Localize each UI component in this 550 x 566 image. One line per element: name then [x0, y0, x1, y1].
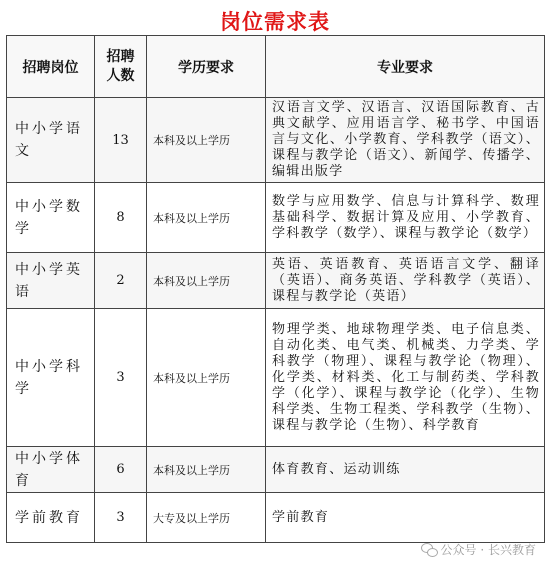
cell-education: 本科及以上学历: [147, 183, 266, 253]
cell-education: 本科及以上学历: [147, 309, 266, 447]
cell-count: 3: [95, 493, 147, 543]
cell-major: 体育教育、运动训练: [266, 447, 545, 493]
header-count-label: 招聘人数: [106, 48, 135, 84]
cell-position: 中小学语文: [7, 98, 95, 183]
cell-education: 本科及以上学历: [147, 447, 266, 493]
cell-count: 13: [95, 98, 147, 183]
cell-major: 学前教育: [266, 493, 545, 543]
cell-education: 本科及以上学历: [147, 253, 266, 309]
cell-count: 6: [95, 447, 147, 493]
table-row: [7, 309, 545, 447]
cell-count: 8: [95, 183, 147, 253]
page-title: 岗位需求表: [220, 10, 330, 34]
cell-count: 3: [95, 309, 147, 447]
wechat-icon: [421, 543, 437, 556]
cell-position: 学前教育: [7, 493, 95, 543]
cell-count: 2: [95, 253, 147, 309]
table-header-row: [7, 36, 545, 98]
cell-position: 中小学科学: [7, 309, 95, 447]
table-row: [7, 447, 545, 493]
header-major: 专业要求: [266, 36, 545, 98]
header-count: [95, 36, 147, 98]
cell-position: 中小学数学: [7, 183, 95, 253]
header-education: 学历要求: [147, 36, 266, 98]
table-row: [7, 183, 545, 253]
table-row: [7, 98, 545, 183]
table-row: [7, 253, 545, 309]
cell-major: 数学与应用数学、信息与计算科学、数理基础科学、数据计算及应用、小学教育、学科教学（数学）、课程与教学论（数学）: [266, 183, 545, 253]
cell-major: 物理学类、地球物理学类、电子信息类、自动化类、电气类、机械类、力学类、学科教学（物理）、课程与教学论（物理）、化学类、材料类、化工与制药类、学科教学（化学）、课程与教学论（化学）、生物科学类、生物工程类、学科教学（生物）、课程与教学论（生物）、科学教育: [266, 309, 545, 447]
cell-major: 英语、英语教育、英语语言文学、翻译（英语）、商务英语、学科教学（英语）、课程与教学论（英语）: [266, 253, 545, 309]
requirements-table: [6, 35, 545, 543]
cell-major: 汉语言文学、汉语言、汉语国际教育、古典文献学、应用语言学、秘书学、中国语言与文化、小学教育、学科教学（语文）、课程与教学论（语文）、新闻学、传播学、编辑出版学: [266, 98, 545, 183]
cell-position: 中小学体育: [7, 447, 95, 493]
cell-education: 大专及以上学历: [147, 493, 266, 543]
watermark-text: 公众号 · 长兴教育: [440, 543, 536, 557]
header-position: 招聘岗位: [7, 36, 95, 98]
cell-position: 中小学英语: [7, 253, 95, 309]
watermark: [421, 541, 536, 558]
table-row: [7, 493, 545, 543]
cell-education: 本科及以上学历: [147, 98, 266, 183]
